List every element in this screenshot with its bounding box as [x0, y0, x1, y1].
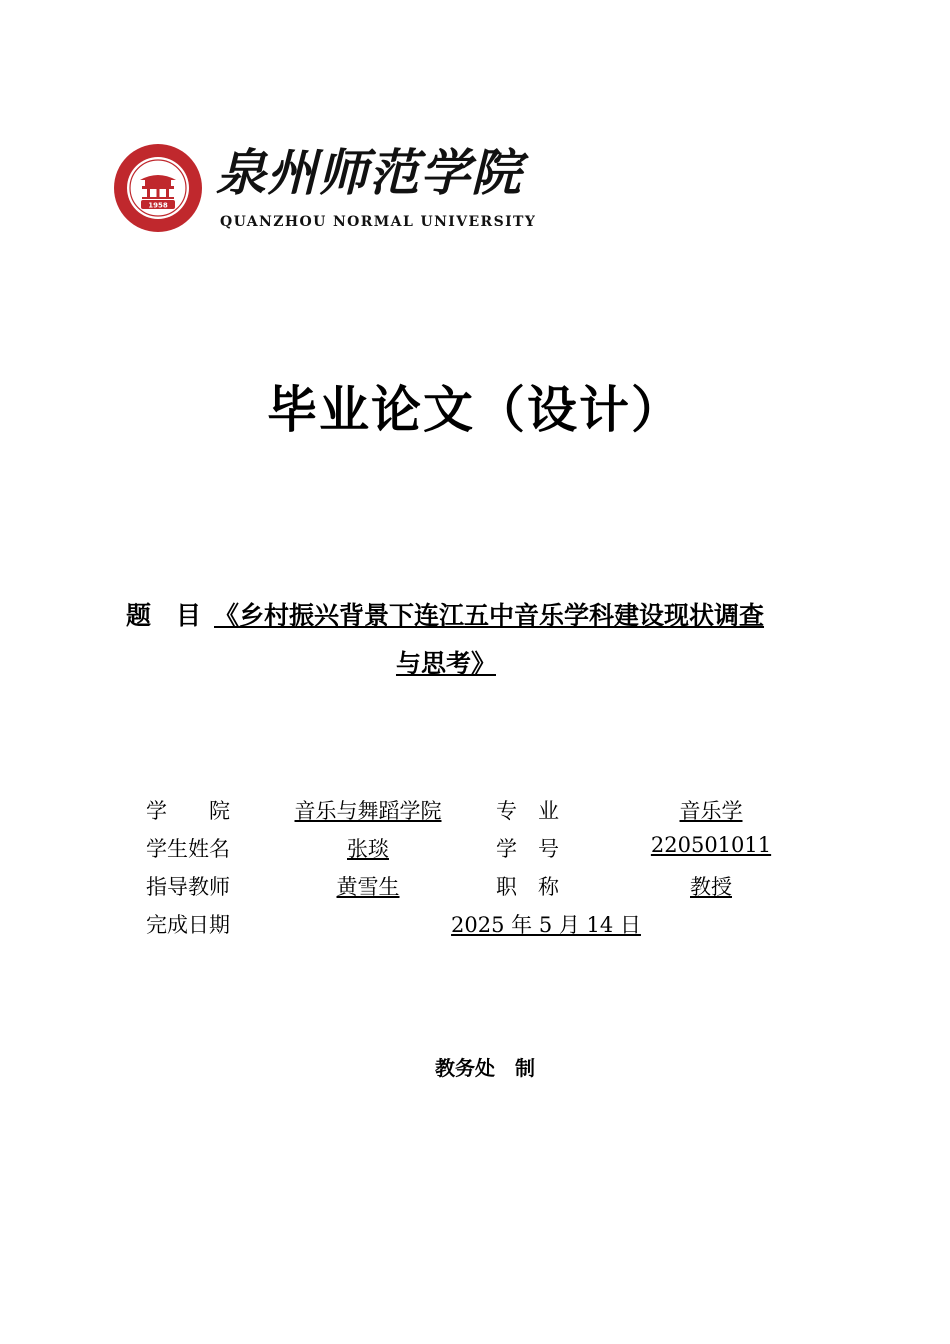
student-id-label: 学 号 [496, 837, 559, 861]
topic-title-line1: 《乡村振兴背景下连江五中音乐学科建设现状调查 [214, 601, 765, 630]
university-seal-icon [112, 142, 204, 234]
topic-title-line2: 与思考》 [395, 649, 496, 678]
university-name-cn: 泉州师范学院 [216, 143, 522, 202]
student-id-value: 220501011 [650, 833, 772, 857]
issuer-footer: 教务处 制 [435, 1056, 535, 1080]
student-name-label: 学生姓名 [146, 837, 230, 861]
page-title: 毕业论文（设计） [267, 381, 683, 439]
advisor-rank-label: 职 称 [496, 875, 559, 899]
info-row-date [146, 909, 806, 947]
thesis-topic [126, 592, 856, 688]
advisor-label: 指导教师 [146, 875, 230, 899]
completion-date-value: 2025 年 5 月 14 日 [451, 913, 641, 937]
student-name-value: 张琰 [347, 837, 389, 861]
topic-label: 题 目 [126, 601, 202, 630]
info-row-student [146, 833, 806, 871]
college-label: 学 院 [146, 799, 230, 823]
advisor-value: 黄雪生 [336, 875, 400, 899]
college-value: 音乐与舞蹈学院 [294, 799, 442, 823]
major-label: 专 业 [496, 799, 559, 823]
advisor-rank-value: 教授 [690, 875, 732, 899]
completion-date-label: 完成日期 [146, 913, 230, 937]
seal-year: 1958 [148, 201, 168, 210]
major-value: 音乐学 [679, 799, 743, 823]
info-row-college [146, 795, 806, 833]
info-row-advisor [146, 871, 806, 909]
thesis-info-table [146, 795, 806, 947]
university-name-en: QUANZHOU NORMAL UNIVERSITY [220, 214, 537, 230]
university-logo [112, 142, 537, 238]
